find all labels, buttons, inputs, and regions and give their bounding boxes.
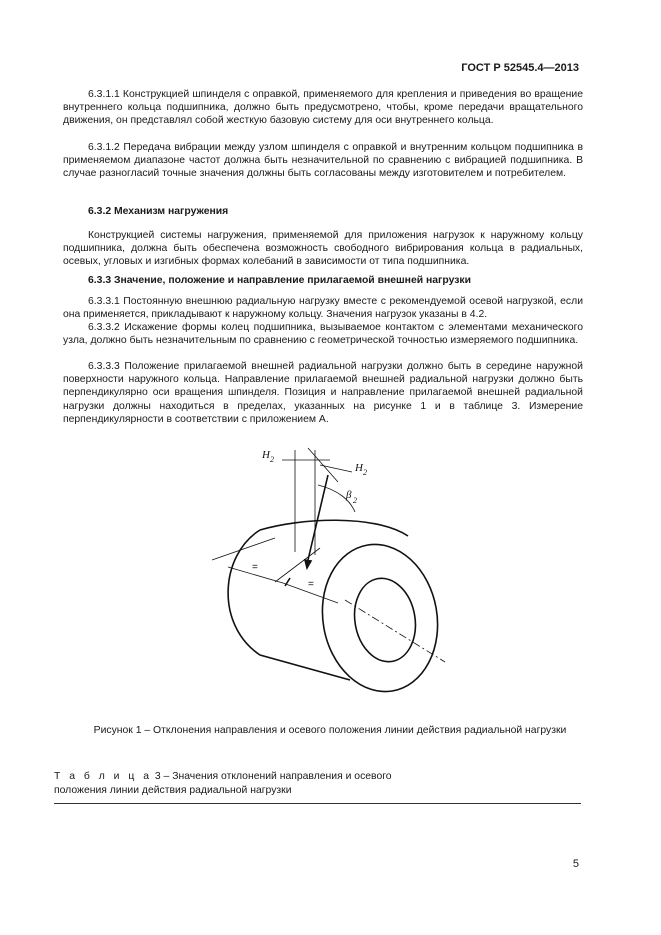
paragraph-6-3-1-1: 6.3.1.1 Конструкцией шпинделя с оправкой, применяемого для крепления и приведения во вращение внутреннего кольца подшипника, должно быть предусмотрено, чтобы, кроме передачи вращательного движения, он представлял собой жесткую базовую систему для оси внутреннего кольца.	[63, 89, 583, 127]
heading-6-3-2: 6.3.2 Механизм нагружения	[88, 206, 229, 217]
dim-ext-left	[212, 538, 275, 560]
label-beta: β	[346, 489, 352, 501]
label-h2-right-sub: 2	[363, 468, 367, 477]
table-title-text: 3 – Значения отклонений направления и осевого положения линии действия радиальной нагрузки	[54, 771, 392, 796]
cylinder-top-edge	[260, 520, 408, 536]
document-id: ГОСТ Р 52545.4—2013	[461, 62, 579, 74]
ref-h2-line	[320, 465, 352, 472]
end-face-outer	[311, 535, 449, 701]
cylinder-left-edge	[228, 530, 350, 680]
label-h2-top-sub: 2	[270, 455, 274, 464]
heading-6-3-3: 6.3.3 Значение, положение и направление прилагаемой внешней нагрузки	[88, 275, 471, 286]
label-h2-right: H	[355, 462, 363, 474]
load-arrow-line	[308, 475, 328, 560]
paragraph-6-3-3-2: 6.3.3.2 Искажение формы колец подшипника, вызываемое контактом с элементами механического узла, должно быть незначительным по сравнению с геометрической точностью измеряемого подшипника.	[63, 322, 583, 347]
label-h2-top: H	[262, 449, 270, 461]
table-title	[54, 770, 434, 798]
label-beta-sub: 2	[353, 496, 357, 505]
paragraph-6-3-3-3: 6.3.3.3 Положение прилагаемой внешней радиальной нагрузки должно быть в середине наружной поверхности наружного кольца. Направление прилагаемой внешней радиальной нагрузки должно быть перпендикулярно оси вращения шпинделя. Позиция и направление прилагаемой внешней радиальной нагрузки должны находиться в пределах, указанных на рисунке 1 и в таблице 3. Измерение перпендикулярности в соответствии с приложением А.	[63, 361, 583, 425]
paragraph-6-3-1-2: 6.3.1.2 Передача вибрации между узлом шпинделя с оправкой и внутренним кольцом подшипника в применяемом диапазоне частот должна быть незначительной по сравнению с вибрацией подшипника. В случае разногласий точные значения должны быть согласованы между изготовителем и потребителем.	[63, 142, 583, 180]
axis-line	[345, 600, 445, 662]
load-arrow-head	[305, 560, 311, 568]
label-eq-left: =	[252, 562, 258, 573]
end-face-bore	[348, 573, 422, 666]
paragraph-6-3-3-1: 6.3.3.1 Постоянную внешнюю радиальную нагрузку вместе с рекомендуемой осевой нагрузкой, если она применяется, прикладывают к наружному кольцу. Значения нагрузок указаны в 4.2.	[63, 296, 583, 321]
page-number: 5	[572, 858, 579, 870]
bearing-load-figure	[190, 440, 460, 710]
table-top-rule	[54, 803, 581, 804]
ref-diag	[308, 448, 338, 482]
table-prefix: Т а б л и ц а	[54, 771, 152, 782]
figure-caption: Рисунок 1 – Отклонения направления и осевого положения линии действия радиальной нагрузки	[93, 725, 567, 736]
label-eq-right: =	[308, 579, 314, 590]
dim-tick-mid	[275, 548, 320, 582]
paragraph-6-3-2: Конструкцией системы нагружения, применяемой для приложения нагрузок к наружному кольцу подшипника, должна быть обеспечена возможность свободного вибрирования кольца в радиальных, осевых, угловых и изгибных формах колебаний в зависимости от типа подшипника.	[63, 230, 583, 268]
